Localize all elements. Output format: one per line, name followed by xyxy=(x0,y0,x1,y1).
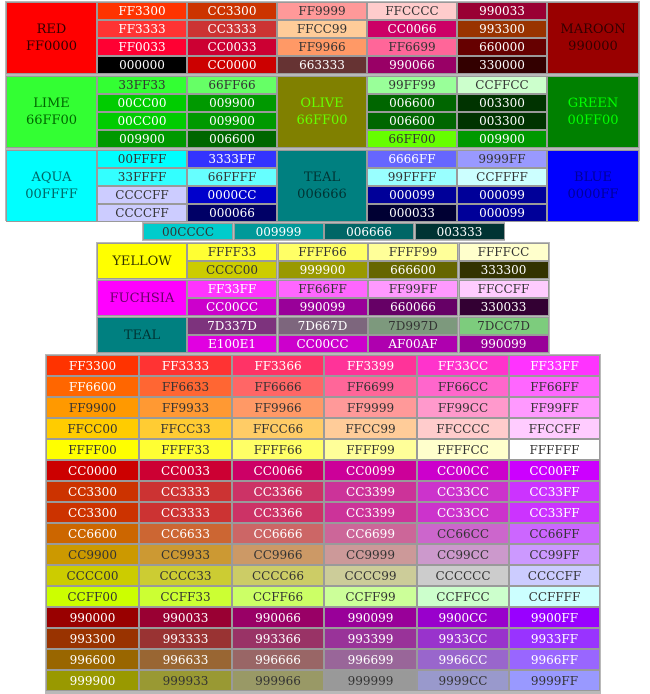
color-swatch: CC99FF xyxy=(509,544,600,565)
color-swatch: 9966FF xyxy=(509,649,600,670)
color-swatch: 999966 xyxy=(232,670,324,691)
color-swatch: CC3333 xyxy=(139,481,232,502)
color-swatch: CC6633 xyxy=(139,523,232,544)
color-swatch: FFFFFF xyxy=(509,439,600,460)
color-swatch: 999999 xyxy=(324,670,417,691)
color-swatch: CC3300 xyxy=(46,502,139,523)
color-swatch: 006666 xyxy=(324,223,414,240)
color-swatch: FFFF33 xyxy=(187,243,277,261)
color-swatch: FFFF00 xyxy=(46,439,139,460)
color-swatch: 990066 xyxy=(232,607,324,628)
color-swatch: FFFF99 xyxy=(324,439,417,460)
color-swatch: FFCC99 xyxy=(324,418,417,439)
color-swatch: 009900 xyxy=(97,130,187,148)
color-code-label: 990000 xyxy=(568,39,618,54)
color-swatch: 990099 xyxy=(459,335,549,353)
color-swatch: CCFF99 xyxy=(324,586,417,607)
color-swatch: 333300 xyxy=(459,261,549,279)
color-swatch: CCFFCC xyxy=(417,586,509,607)
color-swatch: 006600 xyxy=(367,112,457,130)
color-swatch: 009900 xyxy=(187,94,277,112)
color-name-label: RED xyxy=(36,22,67,37)
color-swatch: FF9966 xyxy=(232,397,324,418)
color-swatch: FF66CC xyxy=(417,376,509,397)
color-code-label: 00FF00 xyxy=(567,113,619,128)
color-swatch: 999900 xyxy=(46,670,139,691)
color-swatch: 009900 xyxy=(187,112,277,130)
color-swatch: FF66FF xyxy=(509,376,600,397)
color-name-label: GREEN xyxy=(567,96,619,111)
color-swatch: 990099 xyxy=(278,298,368,316)
color-swatch: 3333FF xyxy=(187,150,277,168)
color-swatch: CCCCFF xyxy=(97,186,187,204)
color-swatch: 009900 xyxy=(457,130,547,148)
color-swatch: FF6666 xyxy=(232,376,324,397)
color-swatch: 006600 xyxy=(367,94,457,112)
color-swatch: AF00AF xyxy=(368,335,458,353)
color-swatch: FF99FF xyxy=(509,397,600,418)
color-swatch: CC33FF xyxy=(509,502,600,523)
color-swatch: 006600 xyxy=(187,130,277,148)
color-swatch: CCCCCC xyxy=(417,565,509,586)
color-swatch: 990099 xyxy=(324,607,417,628)
color-swatch: CCCC00 xyxy=(46,565,139,586)
color-name-label: TEAL xyxy=(303,170,341,185)
color-swatch: CC33FF xyxy=(509,481,600,502)
color-swatch: CC3333 xyxy=(139,502,232,523)
color-name-label: MAROON xyxy=(560,22,626,37)
color-swatch: 7D997D xyxy=(368,317,458,335)
color-swatch: FF9900 xyxy=(46,397,139,418)
color-swatch: CC9999 xyxy=(324,544,417,565)
color-swatch: 9999FF xyxy=(509,670,600,691)
color-swatch: CC0066 xyxy=(232,460,324,481)
color-swatch: FF6699 xyxy=(367,38,457,56)
color-swatch: 999933 xyxy=(139,670,232,691)
color-swatch: 9999FF xyxy=(457,150,547,168)
color-swatch: 000099 xyxy=(457,204,547,222)
color-code-label: FF0000 xyxy=(25,39,78,54)
aqua-label-cell xyxy=(6,150,97,222)
color-swatch: CC0033 xyxy=(139,460,232,481)
color-swatch: 9933CC xyxy=(417,628,509,649)
color-swatch: 660000 xyxy=(457,38,547,56)
color-swatch: FF3300 xyxy=(97,2,187,20)
color-swatch: FF33CC xyxy=(417,355,509,376)
color-swatch: FF3333 xyxy=(139,355,232,376)
color-swatch: CC33CC xyxy=(417,502,509,523)
color-swatch: CC6666 xyxy=(232,523,324,544)
color-swatch: CCCC00 xyxy=(187,261,277,279)
color-swatch: 003300 xyxy=(457,112,547,130)
color-swatch: 996699 xyxy=(324,649,417,670)
color-swatch: FF0033 xyxy=(97,38,187,56)
color-swatch: FFCC99 xyxy=(277,20,367,38)
color-swatch: 993333 xyxy=(139,628,232,649)
color-swatch: FF99CC xyxy=(417,397,509,418)
color-name-label: TEAL xyxy=(123,327,161,343)
color-swatch: 996633 xyxy=(139,649,232,670)
color-swatch: FF6600 xyxy=(46,376,139,397)
color-swatch: 990000 xyxy=(46,607,139,628)
color-swatch: 003333 xyxy=(415,223,505,240)
color-swatch: CCCCFF xyxy=(97,204,187,222)
color-code-label: 66FF00 xyxy=(296,113,348,128)
color-swatch: FF6633 xyxy=(139,376,232,397)
color-swatch: CC3366 xyxy=(232,502,324,523)
color-swatch: 666600 xyxy=(368,261,458,279)
color-swatch: FF3300 xyxy=(46,355,139,376)
color-swatch: 663333 xyxy=(277,56,367,74)
color-swatch: CC66FF xyxy=(509,523,600,544)
color-swatch: CC00CC xyxy=(417,460,509,481)
color-swatch: 003300 xyxy=(457,94,547,112)
color-swatch: CCCC99 xyxy=(324,565,417,586)
color-code-label: 006666 xyxy=(297,187,347,202)
color-swatch: FFCC66 xyxy=(232,418,324,439)
color-name-label: OLIVE xyxy=(300,96,344,111)
color-swatch: E100E1 xyxy=(187,335,277,353)
color-swatch: 6666FF xyxy=(367,150,457,168)
color-swatch: 330000 xyxy=(457,56,547,74)
color-swatch: 000033 xyxy=(367,204,457,222)
teal-label-cell xyxy=(97,317,187,353)
color-swatch: 66FF66 xyxy=(187,76,277,94)
color-name-label: LIME xyxy=(33,96,70,111)
color-swatch: FFFF99 xyxy=(368,243,458,261)
color-swatch: 7D667D xyxy=(278,317,368,335)
olive-label-cell xyxy=(277,76,367,148)
color-swatch: FF3366 xyxy=(232,355,324,376)
color-name-label: FUCHSIA xyxy=(109,290,175,306)
color-swatch: 9900CC xyxy=(417,607,509,628)
green-label-cell xyxy=(547,76,639,148)
color-swatch: CC3366 xyxy=(232,481,324,502)
color-swatch: CC3300 xyxy=(46,481,139,502)
color-swatch: CC0033 xyxy=(187,38,277,56)
color-swatch: 999900 xyxy=(278,261,368,279)
color-code-label: 0000FF xyxy=(567,187,619,202)
color-swatch: 000099 xyxy=(367,186,457,204)
color-swatch: FFFF66 xyxy=(278,243,368,261)
color-swatch: 993366 xyxy=(232,628,324,649)
color-swatch: FF6699 xyxy=(324,376,417,397)
color-swatch: CC00CC xyxy=(187,298,277,316)
color-swatch: FF9999 xyxy=(324,397,417,418)
color-swatch: CC0000 xyxy=(46,460,139,481)
color-swatch: 99FF99 xyxy=(367,76,457,94)
red-label-cell xyxy=(6,2,97,74)
color-swatch: CCCC33 xyxy=(139,565,232,586)
color-swatch: 33FF33 xyxy=(97,76,187,94)
color-code-label: 66FF00 xyxy=(25,113,78,128)
color-swatch: 0000CC xyxy=(187,186,277,204)
color-swatch: 993300 xyxy=(46,628,139,649)
color-swatch: CCFF33 xyxy=(139,586,232,607)
color-swatch: FFCC00 xyxy=(46,418,139,439)
color-swatch: CC0000 xyxy=(187,56,277,74)
color-swatch: CC99CC xyxy=(417,544,509,565)
color-swatch: FF33FF xyxy=(509,355,600,376)
color-swatch: CC00FF xyxy=(509,460,600,481)
color-swatch: 66FF00 xyxy=(367,130,457,148)
color-swatch: 9933FF xyxy=(509,628,600,649)
color-swatch: CCCC66 xyxy=(232,565,324,586)
color-swatch: CC6699 xyxy=(324,523,417,544)
color-swatch: 00CCCC xyxy=(143,223,233,240)
color-swatch: 9999CC xyxy=(417,670,509,691)
color-swatch: 00CC00 xyxy=(97,94,187,112)
color-swatch: 009999 xyxy=(234,223,324,240)
color-swatch: FF9966 xyxy=(277,38,367,56)
blue-label-cell xyxy=(547,150,639,222)
color-swatch: 00FFFF xyxy=(97,150,187,168)
color-swatch: 993300 xyxy=(457,20,547,38)
color-swatch: CC9900 xyxy=(46,544,139,565)
color-swatch: FFCC33 xyxy=(139,418,232,439)
color-swatch: 000066 xyxy=(187,204,277,222)
color-swatch: 000099 xyxy=(457,186,547,204)
color-swatch: 990033 xyxy=(139,607,232,628)
color-swatch: FFCCCC xyxy=(367,2,457,20)
color-swatch: CCFFCC xyxy=(457,76,547,94)
color-swatch: CCFF66 xyxy=(232,586,324,607)
color-swatch: 990033 xyxy=(457,2,547,20)
color-swatch: CC9933 xyxy=(139,544,232,565)
color-swatch: CC66CC xyxy=(417,523,509,544)
color-swatch: CCFF00 xyxy=(46,586,139,607)
color-swatch: FFFF33 xyxy=(139,439,232,460)
color-swatch: CCFFFF xyxy=(509,586,600,607)
color-swatch: CC3300 xyxy=(187,2,277,20)
color-code-label: 00FFFF xyxy=(25,187,78,202)
color-swatch: FF33FF xyxy=(187,280,277,298)
color-swatch: CC0099 xyxy=(324,460,417,481)
color-swatch: CCCCFF xyxy=(509,565,600,586)
color-swatch: 996600 xyxy=(46,649,139,670)
color-swatch: FFFFCC xyxy=(459,243,549,261)
color-name-label: YELLOW xyxy=(112,253,172,269)
color-swatch: 99FFFF xyxy=(367,168,457,186)
fuchsia-label-cell xyxy=(97,280,187,316)
maroon-label-cell xyxy=(547,2,639,74)
color-swatch: FFFFCC xyxy=(417,439,509,460)
color-name-label: AQUA xyxy=(31,170,72,185)
color-swatch: FFCCCC xyxy=(417,418,509,439)
color-swatch: 7DCC7D xyxy=(459,317,549,335)
color-swatch: FF9933 xyxy=(139,397,232,418)
color-swatch: FFFF66 xyxy=(232,439,324,460)
color-swatch: FF99FF xyxy=(368,280,458,298)
teal-label-cell xyxy=(277,150,367,222)
color-swatch: FFCCFF xyxy=(459,280,549,298)
color-name-label: BLUE xyxy=(574,170,612,185)
color-swatch: CC9966 xyxy=(232,544,324,565)
color-swatch: 330033 xyxy=(459,298,549,316)
color-swatch: CC0066 xyxy=(367,20,457,38)
color-swatch: FFCCFF xyxy=(509,418,600,439)
color-swatch: 66FFFF xyxy=(187,168,277,186)
color-swatch: 000000 xyxy=(97,56,187,74)
color-swatch: 33FFFF xyxy=(97,168,187,186)
color-swatch: 996666 xyxy=(232,649,324,670)
color-swatch: CC6600 xyxy=(46,523,139,544)
color-swatch: 9966CC xyxy=(417,649,509,670)
color-swatch: CC3333 xyxy=(187,20,277,38)
color-swatch: 990066 xyxy=(367,56,457,74)
color-swatch: CCFFFF xyxy=(457,168,547,186)
color-swatch: FF66FF xyxy=(278,280,368,298)
color-swatch: FF3333 xyxy=(97,20,187,38)
color-swatch: CC3399 xyxy=(324,502,417,523)
color-swatch: 993399 xyxy=(324,628,417,649)
color-swatch: 9900FF xyxy=(509,607,600,628)
color-swatch: FF9999 xyxy=(277,2,367,20)
color-swatch: FF3399 xyxy=(324,355,417,376)
color-swatch: 00CC00 xyxy=(97,112,187,130)
color-swatch: 660066 xyxy=(368,298,458,316)
color-swatch: CC00CC xyxy=(278,335,368,353)
color-swatch: 7D337D xyxy=(187,317,277,335)
lime-label-cell xyxy=(6,76,97,148)
color-swatch: CC33CC xyxy=(417,481,509,502)
yellow-label-cell xyxy=(97,243,187,279)
color-swatch: CC3399 xyxy=(324,481,417,502)
